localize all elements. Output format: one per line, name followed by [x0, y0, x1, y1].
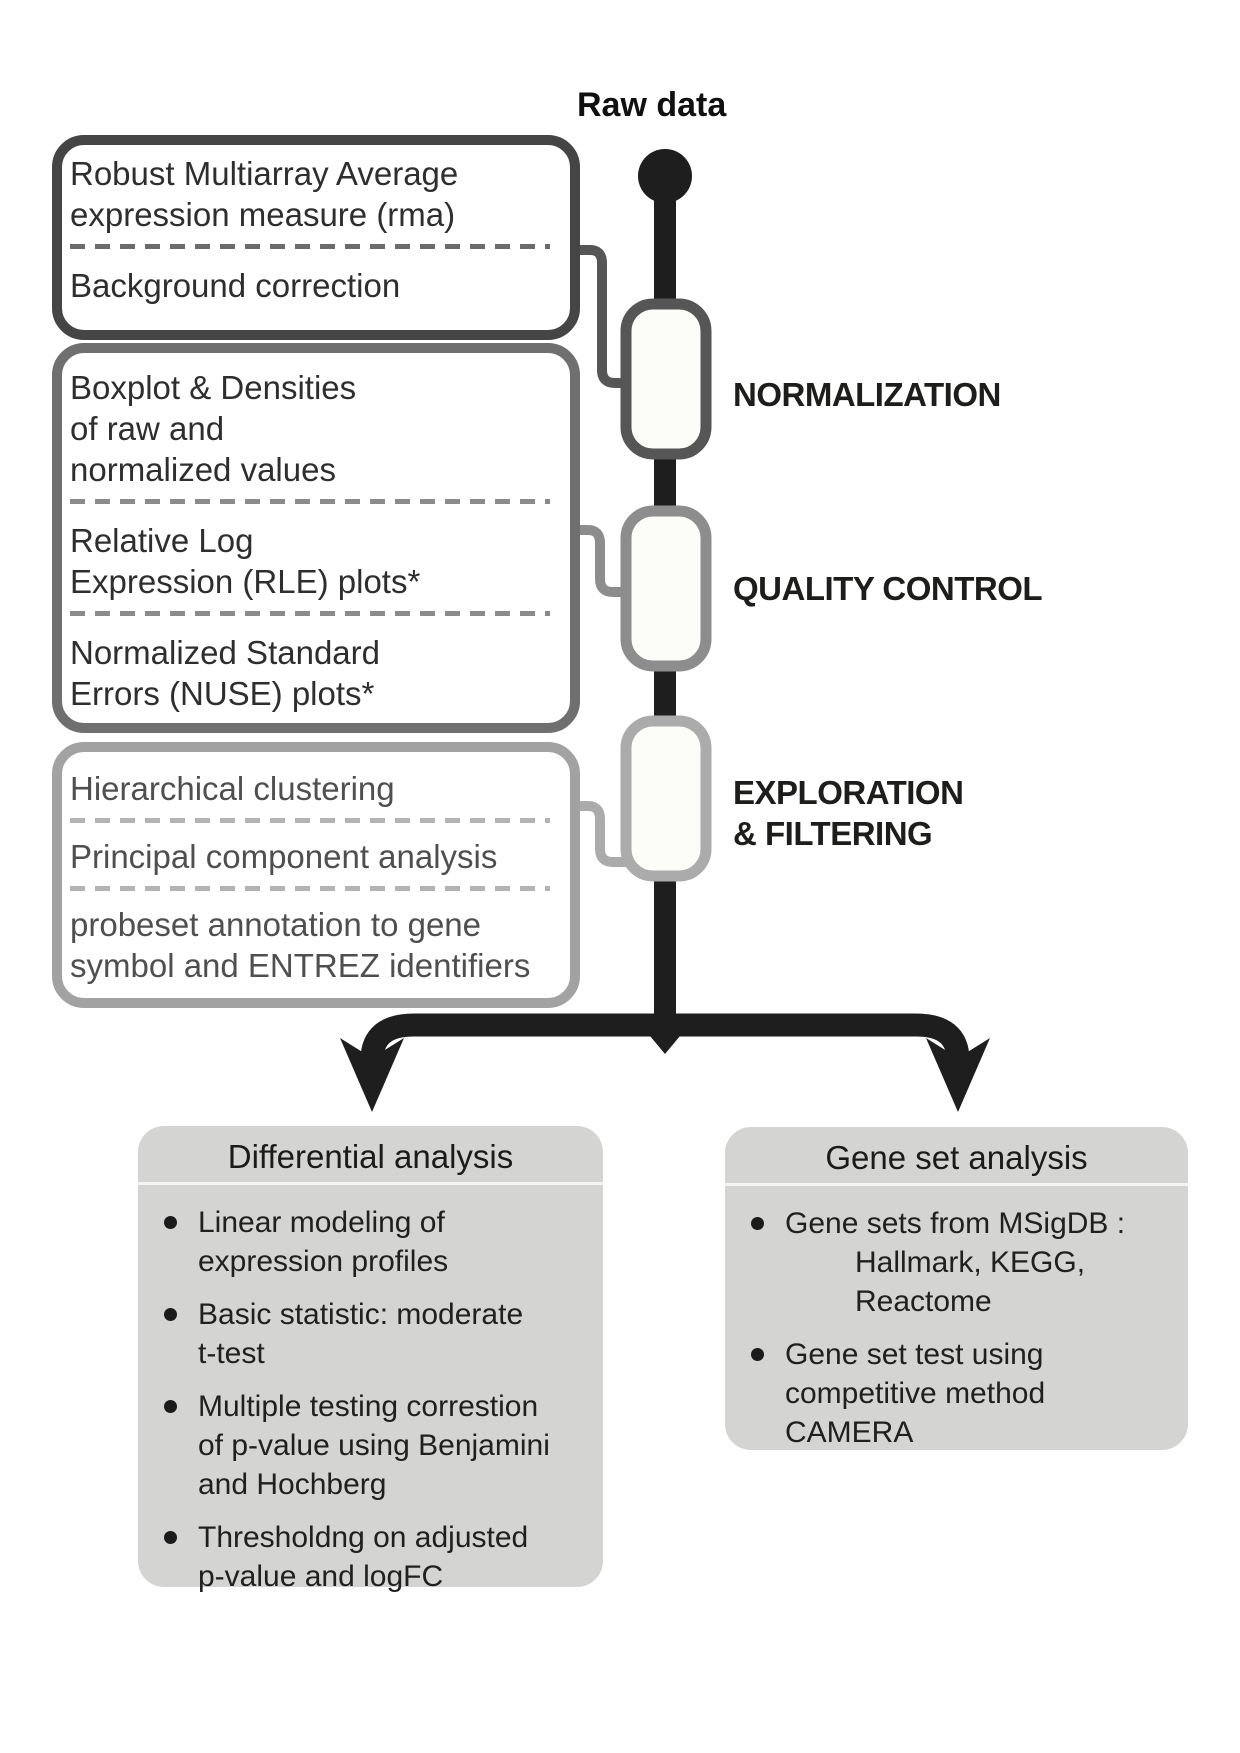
bullet-line: Basic statistic: moderate — [198, 1298, 524, 1331]
method-line: symbol and ENTREZ identifiers — [70, 947, 531, 984]
method-line: of raw and — [70, 410, 225, 447]
method-item — [70, 768, 556, 809]
bullet-line: Hallmark, KEGG, — [855, 1246, 1086, 1279]
bullet-item — [163, 1387, 595, 1504]
dashed-divider — [70, 886, 550, 891]
method-line: Errors (NUSE) plots* — [70, 675, 375, 712]
bullet-item — [750, 1204, 1180, 1321]
bullet-item — [163, 1518, 595, 1596]
connector-normalization — [577, 250, 627, 383]
method-box-normalization — [52, 135, 580, 340]
node-quality-control — [626, 511, 706, 666]
panel-differential-analysis — [138, 1126, 603, 1593]
connector-exploration — [579, 806, 627, 862]
method-line: Background correction — [70, 267, 401, 304]
method-line: Robust Multiarray Average — [70, 155, 459, 192]
stage-label-line: NORMALIZATION — [733, 376, 1001, 413]
bullet-line: CAMERA — [785, 1416, 914, 1449]
method-item — [70, 904, 556, 986]
method-line: Expression (RLE) plots* — [70, 563, 421, 600]
bullet-line: Thresholdng on adjusted — [198, 1521, 529, 1554]
method-line: expression measure (rma) — [70, 196, 456, 233]
panel-gene-set-analysis — [725, 1127, 1188, 1450]
bullet-line: t-test — [198, 1337, 265, 1370]
stage-label-line: QUALITY CONTROL — [733, 570, 1043, 607]
method-box-quality-control — [52, 343, 580, 733]
panel-title: Differential analysis — [227, 1138, 514, 1175]
panel-title: Gene set analysis — [825, 1139, 1088, 1176]
method-item — [70, 836, 556, 877]
method-box-exploration — [52, 742, 580, 1008]
bullet-line: Linear modeling of — [198, 1206, 445, 1239]
dashed-divider — [70, 818, 550, 823]
bullet-item — [163, 1203, 595, 1281]
node-exploration — [626, 721, 706, 876]
bullet-line: and Hochberg — [198, 1468, 387, 1501]
bullet-line: competitive method — [785, 1377, 1046, 1410]
bullet-line: expression profiles — [198, 1245, 449, 1278]
stage-label-quality-control — [733, 568, 1042, 609]
bullet-line: Reactome — [855, 1285, 992, 1318]
dashed-divider — [70, 611, 550, 616]
panel-bullet-list — [725, 1204, 1188, 1452]
stage-label-normalization — [733, 374, 1001, 415]
method-line: Hierarchical clustering — [70, 770, 395, 807]
branch-cusp — [645, 1030, 685, 1054]
method-item — [70, 367, 556, 490]
panel-title-divider — [138, 1182, 603, 1185]
method-line: Boxplot & Densities — [70, 369, 357, 406]
bullet-item — [750, 1335, 1180, 1452]
method-item — [70, 265, 556, 306]
method-item — [70, 632, 556, 714]
method-line: Normalized Standard — [70, 634, 380, 671]
method-line: Principal component analysis — [70, 838, 498, 875]
panel-title-divider — [725, 1183, 1188, 1186]
raw-data-title: Raw data — [577, 86, 727, 124]
method-line: normalized values — [70, 451, 336, 488]
connector-quality-control — [579, 530, 627, 592]
bullet-line: p-value and logFC — [198, 1560, 444, 1593]
bullet-line: Gene sets from MSigDB : — [785, 1207, 1126, 1240]
stage-label-line: & FILTERING — [733, 815, 933, 852]
dashed-divider — [70, 499, 550, 504]
method-item — [70, 520, 556, 602]
stage-label-exploration-filtering — [733, 772, 963, 854]
bullet-line: of p-value using Benjamini — [198, 1429, 550, 1462]
bullet-item — [163, 1295, 595, 1373]
method-item — [70, 153, 556, 235]
bullet-line: Multiple testing correstion — [198, 1390, 539, 1423]
method-line: Relative Log — [70, 522, 254, 559]
bullet-line: Gene set test using — [785, 1338, 1044, 1371]
panel-bullet-list — [138, 1203, 603, 1596]
dashed-divider — [70, 244, 550, 249]
stage-label-line: EXPLORATION — [733, 774, 964, 811]
method-line: probeset annotation to gene — [70, 906, 482, 943]
node-normalization — [626, 304, 706, 454]
